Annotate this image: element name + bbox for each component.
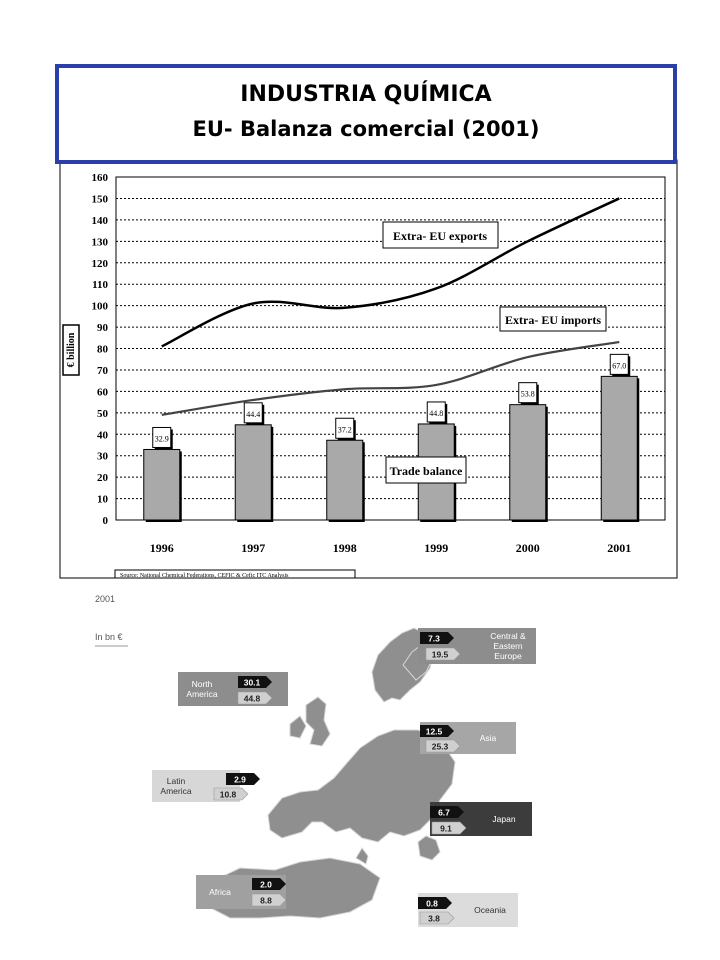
y-tick-label: 130 xyxy=(91,236,108,249)
legend-exports-label: Extra- EU exports xyxy=(393,229,487,243)
export-value: 0.8 xyxy=(426,898,438,909)
region-label: North xyxy=(191,679,213,689)
region-label: Japan xyxy=(492,814,516,824)
title-line-1: INDUSTRIA QUÍMICA xyxy=(240,82,492,107)
y-axis-label: € billion xyxy=(66,332,77,368)
y-tick-label: 90 xyxy=(97,322,108,335)
import-value: 8.8 xyxy=(260,895,272,906)
region-africa xyxy=(196,875,286,909)
bar-data-label: 37.2 xyxy=(337,425,352,435)
bar-data-label: 32.9 xyxy=(154,434,169,444)
legend-trade-balance-label: Trade balance xyxy=(389,464,463,478)
y-tick-label: 100 xyxy=(91,300,108,313)
y-tick-label: 0 xyxy=(102,515,108,527)
bar-data-label: 53.8 xyxy=(520,389,535,399)
region-label: Europe xyxy=(494,651,522,661)
y-tick-label: 160 xyxy=(91,172,108,184)
y-tick-label: 110 xyxy=(92,279,108,292)
y-tick-label: 120 xyxy=(91,257,108,270)
region-asia xyxy=(420,722,516,754)
region-label: Central & xyxy=(490,631,526,641)
region-oceania xyxy=(418,893,518,927)
region-label: America xyxy=(160,786,192,796)
region-central-eastern-europe xyxy=(418,628,536,664)
region-label: Oceania xyxy=(474,905,506,915)
y-tick-label: 50 xyxy=(97,407,108,420)
x-tick-label: 2000 xyxy=(515,541,540,555)
legend-imports-label: Extra- EU imports xyxy=(505,313,601,327)
import-value: 25.3 xyxy=(431,741,449,752)
export-value: 2.9 xyxy=(234,774,246,785)
import-value: 19.5 xyxy=(431,649,449,660)
import-value: 44.8 xyxy=(243,693,261,704)
bar-data-label: 67.0 xyxy=(612,361,627,371)
y-tick-label: 140 xyxy=(91,214,108,227)
y-tick-label: 70 xyxy=(97,364,108,377)
y-tick-label: 80 xyxy=(97,343,108,356)
region-label: Africa xyxy=(209,887,231,897)
x-tick-label: 1998 xyxy=(332,541,357,555)
region-north-america xyxy=(178,672,288,706)
y-tick-label: 40 xyxy=(97,429,108,442)
x-tick-label: 1996 xyxy=(149,541,174,555)
y-tick-label: 20 xyxy=(97,472,108,485)
export-value: 2.0 xyxy=(260,879,272,890)
title-line-2: EU- Balanza comercial (2001) xyxy=(192,117,540,141)
y-tick-label: 60 xyxy=(97,386,108,399)
export-value: 12.5 xyxy=(425,726,443,737)
region-label: Eastern xyxy=(493,641,523,651)
map-unit: In bn € xyxy=(95,632,123,642)
region-label: Asia xyxy=(479,733,497,743)
bar-data-label: 44.4 xyxy=(246,409,261,419)
import-value: 9.1 xyxy=(440,823,452,834)
x-tick-label: 2001 xyxy=(607,541,632,555)
export-value: 6.7 xyxy=(438,807,450,818)
export-value: 30.1 xyxy=(243,677,261,688)
map-year: 2001 xyxy=(95,594,116,604)
region-label: America xyxy=(186,689,218,699)
y-tick-label: 150 xyxy=(91,193,108,206)
x-tick-label: 1999 xyxy=(424,541,449,555)
import-value: 3.8 xyxy=(428,913,440,924)
region-label: Latin xyxy=(166,776,186,786)
export-value: 7.3 xyxy=(428,633,440,644)
region-japan xyxy=(430,802,532,836)
x-tick-label: 1997 xyxy=(241,541,266,555)
y-tick-label: 10 xyxy=(97,493,108,506)
bar-data-label: 44.8 xyxy=(429,408,444,418)
source-note-text: Source: National Chemical Federations, CEFIC & Cefic ITC Analysis xyxy=(120,573,289,579)
y-tick-label: 30 xyxy=(97,450,108,463)
import-value: 10.8 xyxy=(219,789,237,800)
